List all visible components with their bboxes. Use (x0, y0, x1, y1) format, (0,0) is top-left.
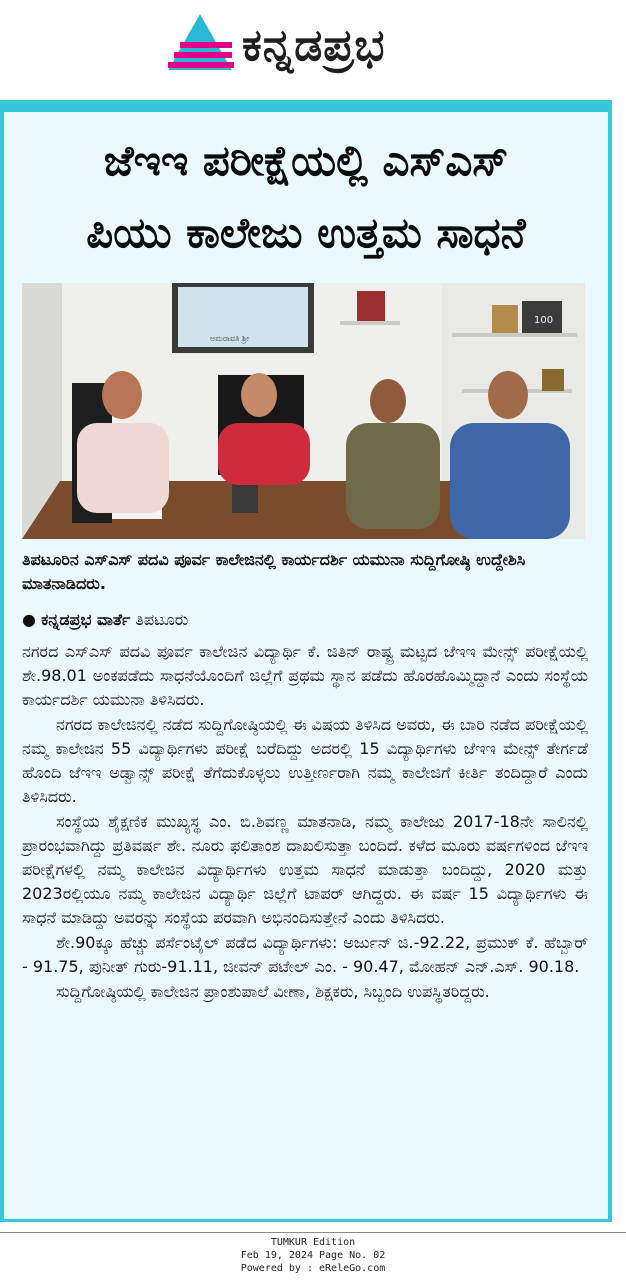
news-photo (22, 283, 585, 539)
masthead (0, 0, 626, 100)
photo-trophy-badge: 100 (534, 315, 554, 326)
bullet-icon: ● (22, 610, 36, 629)
article-paragraph: ಶೇ.90ಕ್ಕೂ ಹೆಚ್ಚು ಪರ್ಸೆಂಟೈಲ್ ಪಡೆದ ವಿದ್ಯಾರ್ಥಿಗಳು: ಅರ್ಜುನ್ ಜಿ.-92.22, ಪ್ರಮುಕ್ ಕೆ. ಹೆಬ್ಬಾರ್ - 91.75, ಪುನೀತ್ ಗುರು-91.11, ಜೀವನ್ ಪಟೇಲ್ ಎಂ. - 90.47, ಮೋಹನ್ ಎನ್.ಎಸ್. 90.18. (22, 933, 588, 976)
footer-edition: TUMKUR Edition (270, 1237, 356, 1248)
footer-date-page: Feb 19, 2024 Page No. 02 (240, 1250, 386, 1261)
headline-line-1: ಜೆಇಇ ಪರೀಕ್ಷೆಯಲ್ಲಿ ಎಸ್‌ಎಸ್ (103, 136, 509, 185)
article-body (22, 640, 588, 1005)
byline (22, 608, 592, 632)
photo-caption: ತಿಪಟೂರಿನ ಎಸ್‌ಎಸ್ ಪದವಿ ಪೂರ್ವ ಕಾಲೇಜಿನಲ್ಲಿ ಕಾರ್ಯದರ್ಶಿ ಯಮುನಾ ಸುದ್ದಿಗೋಷ್ಠಿ ಉದ್ದೇಶಿಸಿ ಮಾತನಾಡಿದರು. (22, 550, 526, 593)
press-meet-photo (22, 283, 585, 539)
photo-frame-caption: ಅಮರಾವತಿ ಶ್ರೀ (210, 334, 249, 343)
footer (0, 1236, 626, 1275)
byline-brand: ಕನ್ನಡಪ್ರಭ ವಾರ್ತೆ (41, 610, 131, 629)
footer-divider (0, 1232, 626, 1233)
article-paragraph: ಸುದ್ದಿಗೋಷ್ಠಿಯಲ್ಲಿ ಕಾಲೇಜಿನ ಪ್ರಾಂಶುಪಾಲೆ ವೀಣಾ, ಶಿಕ್ಷಕರು, ಸಿಬ್ಬಂದಿ ಉಪಸ್ಥಿತರಿದ್ದರು. (56, 982, 490, 1001)
headline (0, 125, 612, 269)
article-paragraph: ನಗರದ ಕಾಲೇಜಿನಲ್ಲಿ ನಡೆದ ಸುದ್ದಿಗೋಷ್ಠಿಯಲ್ಲಿ ಈ ವಿಷಯ ತಿಳಿಸಿದ ಅವರು, ಈ ಬಾರಿ ನಡೆದ ಪರೀಕ್ಷೆಯಲ್ಲಿ ನಮ್ಮ ಕಾಲೇಜಿನ 55 ವಿದ್ಯಾರ್ಥಿಗಳು ಪರೀಕ್ಷೆ ಬರೆದಿದ್ದು ಅದರಲ್ಲಿ 15 ವಿದ್ಯಾರ್ಥಿಗಳು ಜೆಇಇ ಮೇನ್ಸ್ ತೇರ್ಗಡೆ ಹೊಂದಿ ಜೆಇಇ ಅಡ್ವಾನ್ಸ್ ಪರೀಕ್ಷೆ ತೆಗೆದುಕೊಳ್ಳಲು ಉತ್ತೀರ್ಣರಾಗಿ ನಮ್ಮ ಕಾಲೇಜಿಗೆ ಕೀರ್ತಿ ತಂದಿದ್ದಾರೆ ಎಂದು ತಿಳಿಸಿದರು. (22, 715, 588, 806)
article-paragraph: ಸಂಸ್ಥೆಯ ಶೈಕ್ಷಣಿಕ ಮುಖ್ಯಸ್ಥ ಎಂ. ಬಿ.ಶಿವಣ್ಣ ಮಾತನಾಡಿ, ನಮ್ಮ ಕಾಲೇಜು 2017-18ನೇ ಸಾಲಿನಲ್ಲಿ ಪ್ರಾರಂಭವಾಗಿದ್ದು ಪ್ರತಿವರ್ಷ ಶೇ. ನೂರು ಫಲಿತಾಂಶ ದಾಖಲಿಸುತ್ತಾ ಬಂದಿದೆ. ಕಳೆದ ಮೂರು ವರ್ಷಗಳಿಂದ ಜೆಇಇ ಪರೀಕ್ಷೆಗಳಲ್ಲಿ ನಮ್ಮ ಕಾಲೇಜಿನ ವಿದ್ಯಾರ್ಥಿಗಳು ಉತ್ತಮ ಸಾಧನೆ ಮಾಡುತ್ತಾ ಬಂದಿದ್ದು, 2020 ಮತ್ತು 2023ರಲ್ಲಿಯೂ ನಮ್ಮ ಕಾಲೇಜಿನ ವಿದ್ಯಾರ್ಥಿ ಜಿಲ್ಲೆಗೆ ಟಾಪರ್ ಆಗಿದ್ದರು. ಈ ವರ್ಷ 15 ವಿದ್ಯಾರ್ಥಿಗಳು ಈ ಸಾಧನೆ ಮಾಡಿದ್ದು ಅವರನ್ನು ಸಂಸ್ಥೆಯ ಪರವಾಗಿ ಅಭಿನಂದಿಸುತ್ತೇನೆ ಎಂದು ತಿಳಿಸಿದರು. (22, 812, 588, 927)
kannadaprabha-logo-icon (164, 12, 236, 76)
masthead-logo-text: ಕನ್ನಡಪ್ರಭ (242, 20, 386, 71)
byline-place: ತಿಪಟೂರು (135, 610, 189, 629)
footer-powered-by: Powered by : eReleGo.com (240, 1263, 386, 1274)
headline-line-2: ಪಿಯು ಕಾಲೇಜು ಉತ್ತಮ ಸಾಧನೆ (86, 208, 526, 257)
article-paragraph: ನಗರದ ಎಸ್‌ಎಸ್ ಪದವಿ ಪೂರ್ವ ಕಾಲೇಜಿನ ವಿದ್ಯಾರ್ಥಿ ಕೆ. ಜಿತಿನ್ ರಾಷ್ಟ್ರ ಮಟ್ಟದ ಜೆಇಇ ಮೇನ್ಸ್ ಪರೀಕ್ಷೆಯಲ್ಲಿ ಶೇ.98.01 ಅಂಕಪಡೆದು ಸಾಧನೆಯೊಂದಿಗೆ ಜಿಲ್ಲೆಗೆ ಪ್ರಥಮ ಸ್ಥಾನ ಪಡೆದು ಹೊರಹೊಮ್ಮಿದ್ದಾನೆ ಎಂದು ಸಂಸ್ಥೆಯ ಕಾರ್ಯದರ್ಶಿ ಯಮುನಾ ತಿಳಿಸಿದರು. (22, 642, 588, 709)
